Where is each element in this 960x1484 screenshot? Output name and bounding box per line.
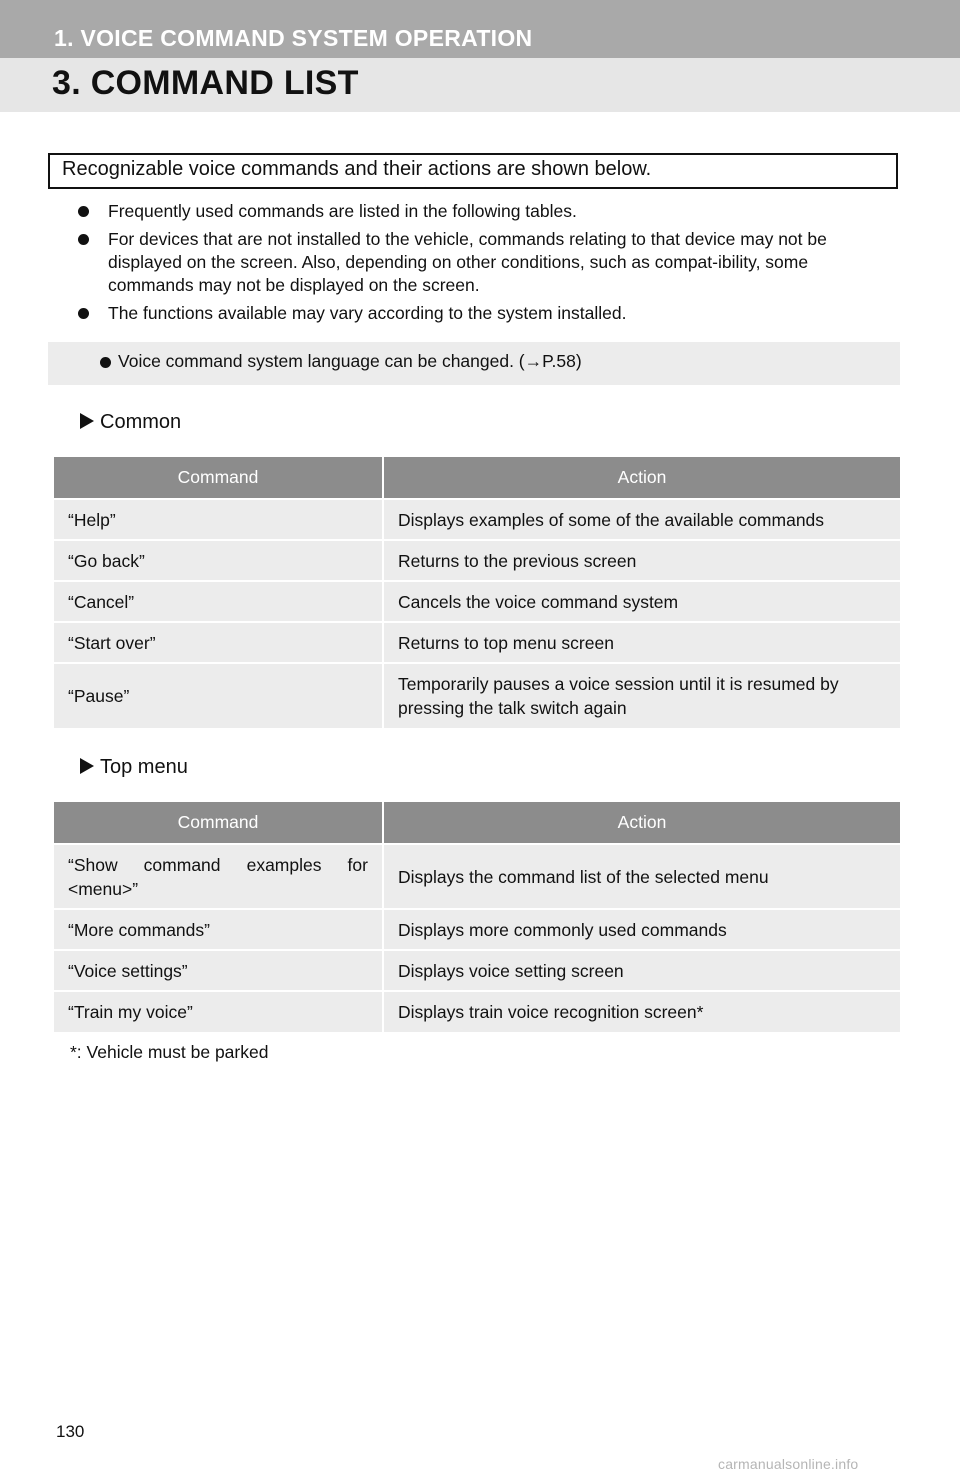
- command-cell: “Voice settings”: [54, 950, 383, 991]
- column-header-command: Command: [54, 802, 383, 844]
- bullet-item: [72, 228, 898, 297]
- page-number: 130: [56, 1422, 85, 1441]
- table-row: [54, 909, 900, 950]
- common-commands-table: [54, 457, 900, 728]
- common-heading-label: Common: [100, 411, 182, 433]
- table-header-row: [54, 802, 900, 844]
- bullet-item: [72, 200, 898, 223]
- table-row: [54, 581, 900, 622]
- action-cell: Displays the command list of the selected menu: [383, 844, 900, 909]
- bullet-dot-icon: [78, 234, 89, 245]
- table-row: [54, 663, 900, 728]
- command-cell: “Help”: [54, 499, 383, 540]
- command-cell: “Start over”: [54, 622, 383, 663]
- action-cell: Displays train voice recognition screen*: [383, 991, 900, 1032]
- action-cell: Returns to the previous screen: [383, 540, 900, 581]
- bullet-text: Frequently used commands are listed in the following tables.: [108, 201, 577, 221]
- action-cell: Displays examples of some of the available commands: [383, 499, 900, 540]
- action-cell: Cancels the voice command system: [383, 581, 900, 622]
- bullet-list: [72, 200, 898, 330]
- bullet-text: The functions available may vary according to the system installed.: [108, 303, 627, 323]
- bullet-text: For devices that are not installed to the vehicle, commands relating to that device may not be displayed on the screen. Also, depending on other conditions, such as compat-ibility, some commands may not be displayed on the screen.: [108, 229, 827, 295]
- top-menu-heading: [80, 756, 188, 779]
- footnote: *: Vehicle must be parked: [70, 1042, 269, 1062]
- command-cell: “Train my voice”: [54, 991, 383, 1032]
- common-heading: [80, 411, 181, 434]
- column-header-command: Command: [54, 457, 383, 499]
- table-header-row: [54, 457, 900, 499]
- bullet-dot-icon: [78, 308, 89, 319]
- table-row: [54, 622, 900, 663]
- triangle-right-icon: [80, 758, 94, 774]
- action-cell: Returns to top menu screen: [383, 622, 900, 663]
- note-text: Voice command system language can be changed. (→P.58): [118, 351, 582, 371]
- bullet-dot-icon: [78, 206, 89, 217]
- command-cell: “Go back”: [54, 540, 383, 581]
- table-row: [54, 540, 900, 581]
- column-header-action: Action: [383, 802, 900, 844]
- top-menu-heading-label: Top menu: [100, 756, 188, 778]
- note-box: [48, 342, 900, 385]
- action-cell: Temporarily pauses a voice session until it is resumed by pressing the talk switch again: [383, 663, 900, 728]
- table-row: [54, 991, 900, 1032]
- intro-box: Recognizable voice commands and their actions are shown below.: [48, 153, 898, 189]
- command-cell: “Pause”: [54, 663, 383, 728]
- bullet-item: [72, 302, 898, 325]
- action-cell: Displays more commonly used commands: [383, 909, 900, 950]
- page-title: 3. COMMAND LIST: [52, 64, 359, 102]
- command-cell: “Cancel”: [54, 581, 383, 622]
- watermark: carmanualsonline.info: [718, 1456, 859, 1472]
- triangle-right-icon: [80, 413, 94, 429]
- command-cell: “More commands”: [54, 909, 383, 950]
- action-cell: Displays voice setting screen: [383, 950, 900, 991]
- bullet-dot-icon: [100, 357, 111, 368]
- column-header-action: Action: [383, 457, 900, 499]
- table-row: [54, 950, 900, 991]
- command-cell: “Show command examples for <menu>”: [54, 844, 383, 909]
- section-title: 1. VOICE COMMAND SYSTEM OPERATION: [54, 25, 533, 51]
- table-row: [54, 499, 900, 540]
- table-row: [54, 844, 900, 909]
- top-menu-commands-table: [54, 802, 900, 1032]
